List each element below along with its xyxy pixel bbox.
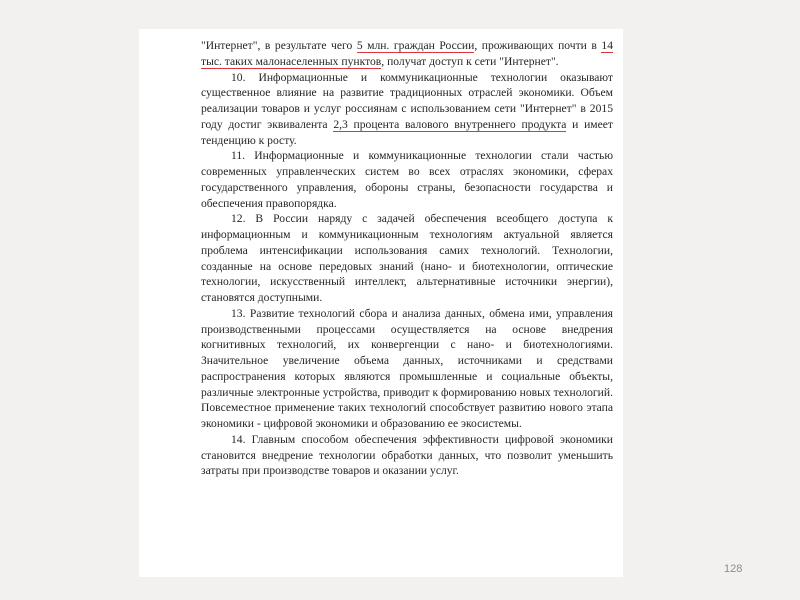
text-segment: 11. Информационные и коммуникационные технологии стали частью современных управленческих систем во всех отраслях экономики, сферах государственного управления, обороны страны, безопасности государства и обеспечения правопорядка. [201,149,613,210]
slide-number: 128 [724,563,743,575]
paragraph [201,38,613,70]
paragraph [201,432,613,479]
text-segment: и имеет тенденцию к росту. [201,117,614,147]
text-segment: "Интернет", в результате чего [201,39,357,52]
text-segment: 14. Главным способом обеспечения эффективности цифровой экономики становится внедрение технологии обработки данных, что позволит уменьшить затраты при производстве товаров и оказании услуг. [201,432,613,478]
text-segment: 13. Развитие технологий сбора и анализа данных, обмена ими, управления производственными процессами осуществляется на основе внедрения когнитивных технологий, их конвергенции с нано- и биотехнологиями. Значительное увеличение объема данных, источниками и средствами распространения которых являются промышленные и социальные объекты, различные электронные устройства, приводит к формированию новых технологий. Повсеместное применение таких технологий способствует развитию нового этапа экономики - цифровой экономики и образованию ее экосистемы. [201,306,613,430]
document-text [201,38,613,479]
text-segment: 12. В России наряду с задачей обеспечения всеобщего доступа к информационным и коммуникационным технологиям актуальной является проблема интенсификации использования самих технологий. Технологии, созданные на основе передовых знаний (нано- и биотехнологии, оптические технологии, искусственный интеллект, альтернативные источники энергии), становятся доступными. [201,212,613,304]
paragraph [201,148,613,211]
underlined-phrase: 14 тыс. таких малонаселенных пунктов [201,39,613,68]
text-segment: , получат доступ к сети "Интернет". [381,54,559,68]
paragraph [201,306,613,432]
document-page [139,29,623,577]
paragraph [201,211,613,306]
text-segment: , проживающих почти в [474,39,602,52]
underlined-phrase: 5 млн. граждан России [356,39,475,52]
text-segment: 10. Информационные и коммуникационные технологии оказывают существенное влияние на развитие традиционных отраслей экономики. Объем реализации товаров и услуг россиянам с использованием сети "Интернет" в 2015 году достиг эквивалента [201,70,613,131]
paragraph [201,70,613,149]
underlined-phrase: 2,3 процента валового внутреннего продукта [333,117,567,131]
